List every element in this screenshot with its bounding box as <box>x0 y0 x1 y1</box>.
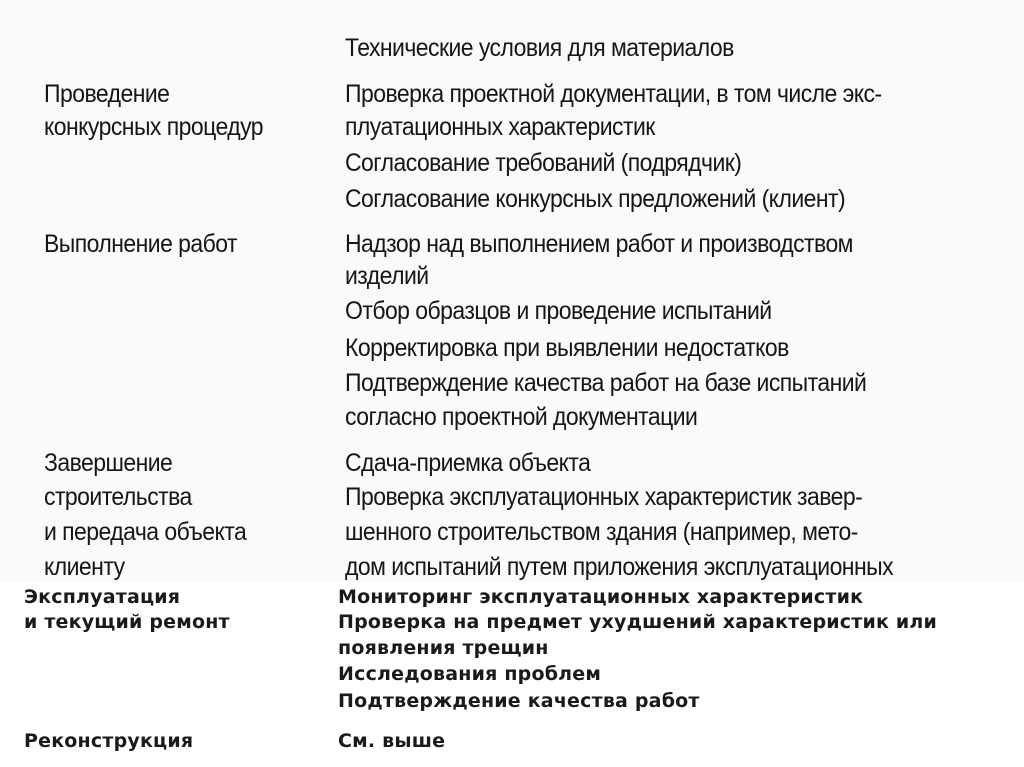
task-line: Мониторинг эксплуатационных характеристик <box>338 586 864 608</box>
stage-label: строительства <box>44 483 192 511</box>
stage-label: конкурсных процедур <box>44 113 264 141</box>
task-line: шенного строительством здания (например, мето- <box>345 518 858 546</box>
stage-label: Проведение <box>44 80 170 108</box>
stage-label: Эксплуатация <box>24 586 181 608</box>
stage-label: Завершение <box>44 449 173 477</box>
task-line: См. выше <box>338 730 446 752</box>
task-line: изделий <box>345 262 429 290</box>
stage-label: и текущий ремонт <box>24 611 230 633</box>
task-line: Отбор образцов и проведение испытаний <box>345 297 772 325</box>
task-line: Исследования проблем <box>338 663 602 685</box>
task-line: Согласование конкурсных предложений (клиент) <box>345 185 846 213</box>
stage-label: Реконструкция <box>24 730 194 752</box>
task-line: Проверка эксплуатационных характеристик завер- <box>345 483 863 511</box>
task-line: Подтверждение качества работ <box>338 690 700 712</box>
stage-label: и передача объекта <box>44 518 247 546</box>
task-line: плуатационных характеристик <box>345 113 655 141</box>
task-line: Согласование требований (подрядчик) <box>345 149 742 177</box>
task-line: Корректировка при выявлении недостатков <box>345 334 789 362</box>
task-line: согласно проектной документации <box>345 403 698 431</box>
task-line: Сдача-приемка объекта <box>345 449 591 477</box>
task-line: Проверка проектной документации, в том числе экс- <box>345 80 882 108</box>
stage-label: клиенту <box>44 553 125 581</box>
task-line: Надзор над выполнением работ и производством <box>345 230 853 258</box>
task-line: появления трещин <box>338 637 549 659</box>
task-line: Подтверждение качества работ на базе испытаний <box>345 369 867 397</box>
task-line: дом испытаний путем приложения эксплуатационных <box>345 553 894 581</box>
stage-label: Выполнение работ <box>44 230 238 258</box>
task-line: Проверка на предмет ухудшений характеристик или <box>338 611 938 633</box>
materials-header: Технические условия для материалов <box>345 34 734 62</box>
